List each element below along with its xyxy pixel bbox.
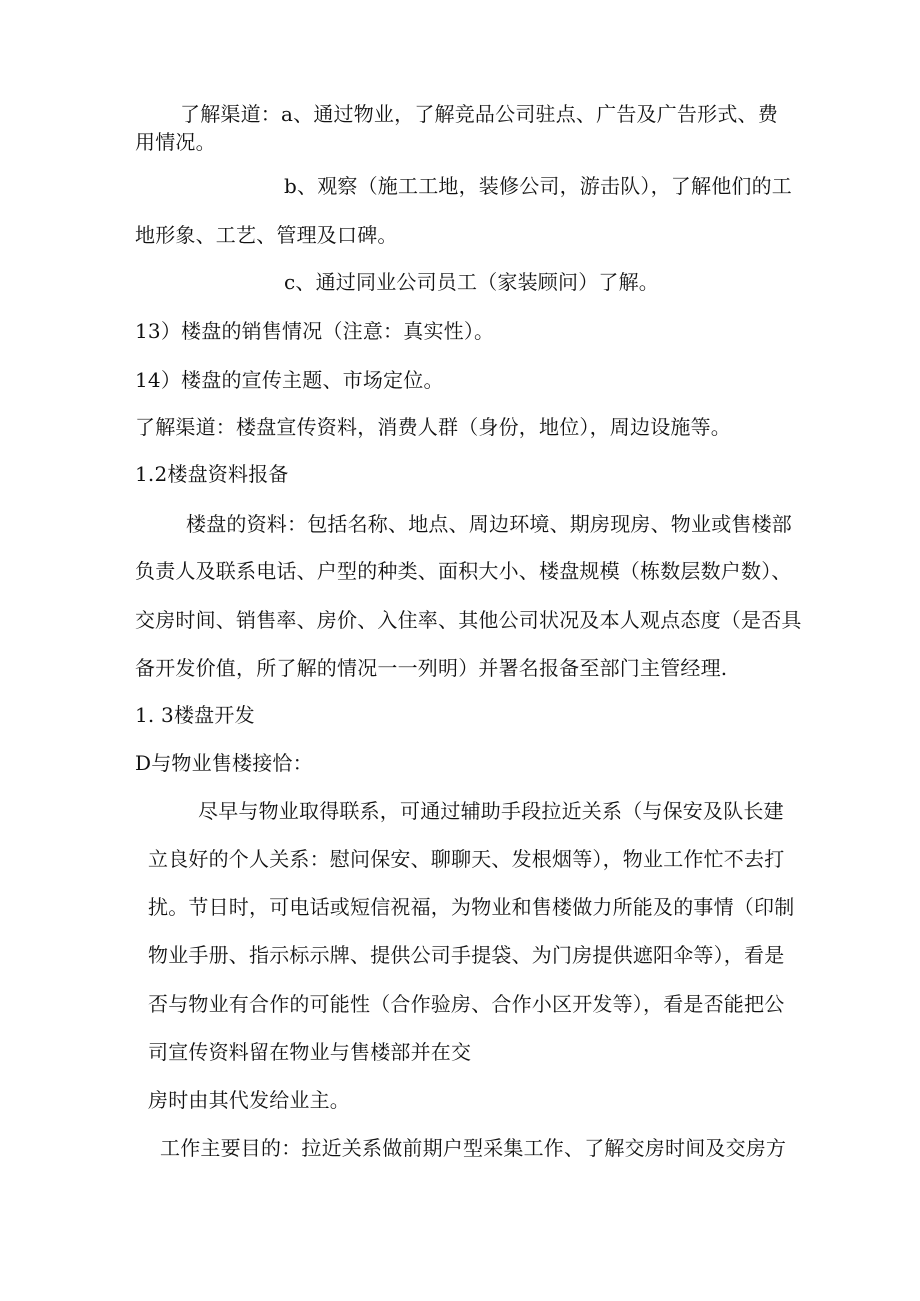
text-line: 14）楼盘的宣传主题、市场定位。 xyxy=(135,368,444,392)
subsection-heading: D与物业售楼接恰： xyxy=(135,751,313,775)
text-line: 交房时间、销售率、房价、入住率、其他公司状况及本人观点态度（是否具 xyxy=(135,608,802,632)
text-line: c、通过同业公司员工（家装顾问）了解。 xyxy=(284,270,660,294)
text-line: 扰。节日时，可电话或短信祝福，为物业和售楼做力所能及的事情（印制 xyxy=(148,895,795,919)
text-line: 否与物业有合作的可能性（合作验房、合作小区开发等），看是否能把公 xyxy=(148,992,785,1016)
text-line: 房时由其代发给业主。 xyxy=(148,1088,350,1112)
text-line: 地形象、工艺、管理及口碑。 xyxy=(135,223,398,247)
text-line: 楼盘的资料：包括名称、地点、周边环境、期房现房、物业或售楼部 xyxy=(186,512,792,536)
text-line: 用情况。 xyxy=(135,130,216,154)
text-line: b、观察（施工工地，装修公司，游击队），了解他们的工 xyxy=(284,174,793,198)
text-line: 立良好的个人关系：慰问保安、聊聊天、发根烟等），物业工作忙不去打 xyxy=(148,847,785,871)
text-line: 司宣传资料留在物业与售楼部并在交 xyxy=(148,1040,472,1064)
text-line: 了解渠道：a、通过物业，了解竞品公司驻点、广告及广告形式、费 xyxy=(180,102,778,126)
text-line: 了解渠道：楼盘宣传资料，消费人群（身份，地位），周边设施等。 xyxy=(135,415,731,439)
text-line: 备开发价值，所了解的情况一一列明）并署名报备至部门主管经理. xyxy=(135,656,728,680)
text-line: 尽早与物业取得联系，可通过辅助手段拉近关系（与保安及队长建 xyxy=(198,799,784,823)
text-line: 物业手册、指示标示牌、提供公司手提袋、为门房提供遮阳伞等），看是 xyxy=(148,943,785,967)
text-line: 负责人及联系电话、户型的种类、面积大小、楼盘规模（栋数层数户数）、 xyxy=(135,559,792,583)
text-line: 13）楼盘的销售情况（注意：真实性）。 xyxy=(135,319,495,343)
text-line: 工作主要目的：拉近关系做前期户型采集工作、了解交房时间及交房方 xyxy=(160,1136,787,1160)
section-heading: 1.2楼盘资料报备 xyxy=(135,462,289,486)
section-heading: 1. 3楼盘开发 xyxy=(135,703,255,727)
